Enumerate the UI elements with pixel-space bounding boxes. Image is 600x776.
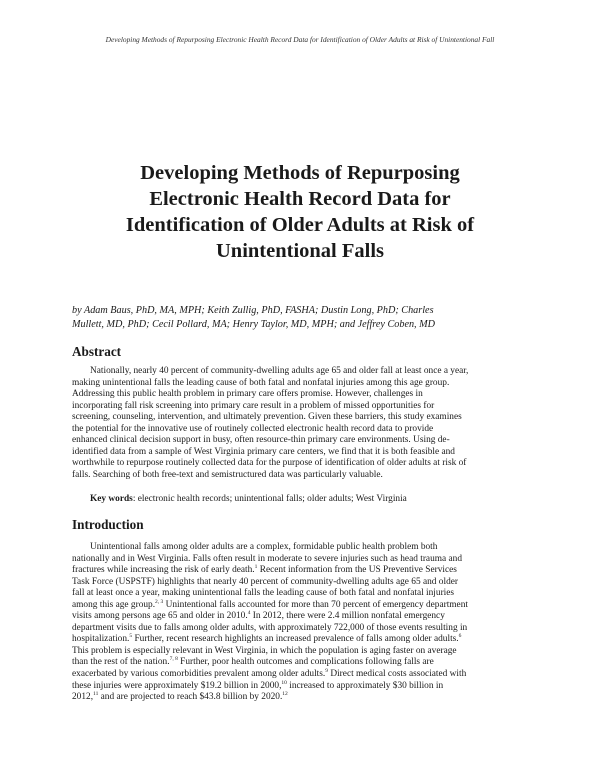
title-line: Electronic Health Record Data for	[149, 188, 451, 210]
citation-superscript: 5	[129, 633, 133, 640]
abstract-line: the potential for the innovative use of routinely collected electronic health record data to provide	[72, 423, 434, 434]
running-header: Developing Methods of Repurposing Electronic Health Record Data for Identification of Older Adults at Risk of Unintentional Fall	[105, 35, 495, 44]
author-byline	[72, 304, 542, 331]
introduction-line: than the rest of the nation.$^{7, 8}$ Further, poor health outcomes and complications following falls are	[72, 656, 434, 668]
introduction-line: 2012,11 and are projected to reach $43.8 billion by 2020.12	[72, 691, 288, 703]
abstract-line: Nationally, nearly 40 percent of community-dwelling adults age 65 and older fall at least once a year,	[90, 366, 469, 376]
author-line: by Adam Baus, PhD, MA, MPH; Keith Zullig, PhD, FASHA; Dustin Long, PhD; Charles	[72, 305, 434, 316]
introduction-body	[72, 542, 532, 704]
abstract-body	[72, 366, 532, 481]
title-line: Developing Methods of Repurposing	[140, 162, 460, 184]
abstract-line: falls. Searching of both free-text and semistructured data was particularly valuable.	[72, 469, 383, 480]
title-line: Unintentional Falls	[215, 240, 384, 262]
abstract-line: incorporating fall risk screening into primary care result in a problem of missed opportunities for	[72, 400, 435, 411]
citation-superscript: 7, 8	[169, 656, 178, 663]
abstract-line: enhanced clinical decision support in busy, often resource-thin primary care environments. Using de-	[72, 435, 450, 446]
introduction-line: fall at least once a year, making unintentional falls the leading cause of both fatal and nonfatal injuries	[72, 588, 455, 599]
citation-superscript: 11	[93, 691, 99, 698]
citation-superscript: 1	[254, 564, 258, 571]
introduction-line: This problem is especially relevant in West Virginia, in which the population is aging faster on average	[72, 645, 457, 656]
keywords	[90, 494, 407, 504]
citation-superscript: 4	[247, 610, 251, 617]
introduction-heading: Introduction	[72, 517, 144, 532]
abstract-line: Addressing this public health problem in primary care offers promise. However, challenges in	[72, 389, 423, 400]
introduction-line: fractures while increasing the risk of early death.$^1$ Recent information from the US Preventive Services	[72, 564, 457, 576]
introduction-line: Unintentional falls among older adults are a complex, formidable public health problem both	[90, 542, 438, 552]
abstract-heading: Abstract	[72, 344, 122, 359]
abstract-line: worthwhile to repurpose routinely collected data for the purpose of identification of older adults at risk of	[72, 458, 467, 469]
abstract-line: screening, counseling, intervention, and ultimately prevention. Given these barriers, this study examines	[72, 412, 462, 423]
introduction-line: hospitalization.$^5$ Further, recent research highlights an increased prevalence of falls among older adults.$^6$	[72, 633, 462, 645]
introduction-line: exacerbated by various comorbidities prevalent among older adults.$^9$ Direct medical costs associated with	[72, 668, 467, 680]
title-line: Identification of Older Adults at Risk of	[125, 214, 475, 236]
abstract-line: making unintentional falls the leading cause of both fatal and nonfatal injuries among this age group.	[72, 377, 450, 388]
citation-superscript: 9	[325, 668, 328, 675]
introduction-line: Task Force (USPSTF) highlights that nearly 40 percent of community-dwelling adults age 65 and older	[72, 576, 458, 587]
introduction-line: these injuries were approximately $19.2 billion in 2000,10 increased to approximately $30 billion in	[72, 679, 444, 691]
keywords-label: Key words	[90, 494, 133, 504]
citation-superscript: 6	[458, 633, 462, 640]
introduction-line: among this age group.$^{2, 3}$ Unintentional falls accounted for more than 70 percent of emergency department	[72, 598, 468, 610]
citation-superscript: 10	[281, 679, 287, 686]
author-line: Mullett, MD, PhD; Cecil Pollard, MA; Henry Taylor, MD, MPH; and Jeffrey Coben, MD	[72, 318, 435, 330]
abstract-line: identified data from a sample of West Virginia primary care centers, we find that it is both feasible and	[72, 446, 455, 457]
introduction-line: nationally and in West Virginia. Falls often result in moderate to severe injuries such as head trauma and	[72, 553, 462, 564]
introduction-line: department visits due to falls among older adults, with approximately 722,000 of those events resulting in	[72, 622, 468, 633]
keywords-text: : electronic health records; unintentional falls; older adults; West Virginia	[132, 494, 407, 504]
introduction-line: visits among persons age 65 and older in 2010.$^4$ In 2012, there were 2.4 million nonfatal emergency	[72, 610, 445, 622]
citation-superscript: 12	[282, 691, 288, 698]
citation-superscript: 2, 3	[155, 598, 164, 605]
article-title	[60, 160, 540, 264]
